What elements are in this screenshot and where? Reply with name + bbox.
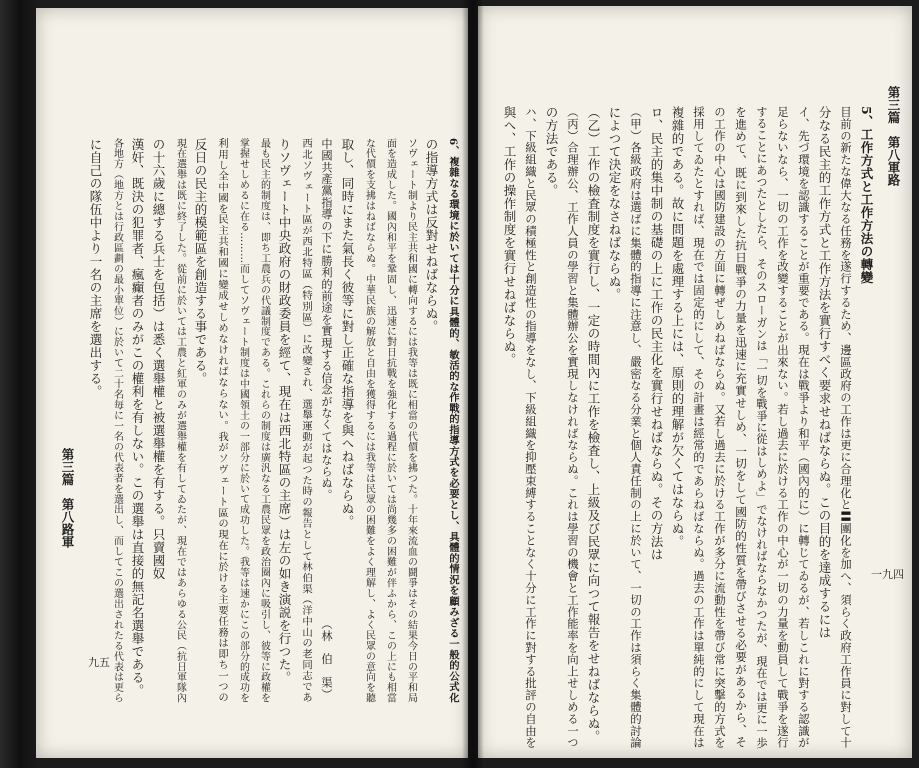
- text-column: 西北ソヴェート區が西北特區（特別區）に改變され、選舉運動が起つた時の報告として林伯渠（洋中山の老同志であ: [300, 138, 312, 703]
- text-column: 與へ、工作の操作制度を實行せねばならぬ。: [502, 106, 517, 366]
- text-column: することにあつたとしたら、そのスローガンは「一切を戰爭に從はしめよ」でなければならなかつたが、現在では更に一歩: [755, 106, 768, 749]
- text-column: の方法である。: [544, 106, 559, 197]
- page-number: 九五: [88, 656, 110, 669]
- right-page: [478, 6, 912, 758]
- book-gutter: [462, 0, 484, 768]
- text-column: 5、工作方式と工作方法の轉變: [859, 106, 874, 285]
- text-column: ハ、下級組織と民眾の積極性と創造性の指導をなし、下級組織を抑壓束縛することなく十分に工作に對する批評の自由を: [524, 106, 538, 749]
- text-column: ロ、民主的集中制の基礎の上に工作の民主化を實行せねばならぬ。その方法は: [649, 106, 664, 561]
- running-head: 第三篇 第八路軍: [60, 448, 75, 548]
- text-column: 採用してゐたとすれば、現在では固定的にして、その計畫は經常的であらねばならぬ。過去の工作は單純的にして現在は: [692, 106, 706, 749]
- text-column: （丙）合理辦公、工作人員の學習と集體辦公を實現しなければならぬ。これは學習の機會と工作能率を向上せしめる一つ: [566, 106, 580, 749]
- text-column: （乙）工作の檢査制度を實行し、一定の時間內に工作を檢査し、上級及び民眾に向つて報告をせねばならぬ。: [586, 106, 601, 743]
- text-column: を進めて、既に到來した抗日戰爭の力量を迅速に充實せしめ、一切をして國防的性質を帶びさせる必要があるから、そ: [734, 106, 748, 748]
- text-column: な代價を支拂はねばならぬ。中華民族の解放と自由を獲得するには我等は民眾の困難をよく理解し、よく民眾の意向を聽: [364, 138, 375, 704]
- text-column: りソヴェート中央政府の財政委員を經て、現在は西北特區の主席）は左の如き演説を行つた。: [277, 138, 292, 684]
- text-column: 掌握せしめるに在る………而してソヴェート制度は中國領土の一部分に於いて成功した。我等は速かにこの部分的成功を: [238, 138, 249, 704]
- running-head: 第三篇 第八軍路: [886, 86, 901, 186]
- text-column: によつて決定をなさねばならぬ。: [607, 106, 622, 301]
- text-column: 漢奸、既決の犯罪者、瘋癲者のみがこの權利を有しない。この選舉は直接的無記名選舉である。: [130, 138, 145, 697]
- text-column: の工作の中心は國防建設の方面に轉ぜしめねばならぬ。又若し過去に於ける工作が多分に流動性を帶び常に突擊的方式を: [713, 106, 727, 749]
- text-column: 反日の民主的模範區を創造する事である。: [193, 138, 208, 385]
- text-column: 足らないなら、一切の工作を改變することが出來ない。若し過去に於ける工作の中心が一切の力量を動員して戰爭を遂行: [776, 106, 790, 749]
- text-column: 複雜的である。故に問題を處理する上には、原則的理解が欠くてはならぬ。: [670, 106, 685, 548]
- text-column: の指導方式は反對せねばならぬ。: [424, 138, 439, 333]
- text-column: に自己の隊伍中より一名の主席を選出する。: [88, 138, 103, 398]
- text-column: ソヴェート制より民主共和國に轉向するには我等は既に相當の代價を拂つた。十年來流血の鬪爭はその結果今日の平和局: [406, 138, 417, 704]
- text-column: 利用し全中國を民主共和國に變成せしめなければならない。我がソヴェート區の現在に於ける主要任務は即ち一つの: [216, 138, 228, 703]
- left-page: [36, 8, 468, 758]
- text-column: 分なる民主的工作方式と工作方法を實行すべく要求せねばならぬ。この目的を達成するには: [817, 106, 832, 639]
- text-column: 最も民主的制度は、即ち工農兵の代議制度である。これらの制度は廣汎なる工農民眾を政治圈內に吸引し、彼等に政權を: [259, 138, 270, 704]
- text-column: 現在選舉は既に終了した。從前に於いては工農と紅軍のみが選舉權を有してゐたが、現在ではあらゆる公民（抗日軍隊內: [175, 138, 186, 704]
- text-column: 目前の新たな偉大なる任務を遂行するため、邊區政府の工作は更に合理化と〓團化を加へ、須らく政府工作員に對して十: [839, 106, 853, 749]
- text-column: 取し、同時にまた氣長く彼等に對し正確な指導を與へねばならぬ。: [340, 138, 355, 528]
- text-column: （甲）各級政府は選ばに集體的指導に注意し、嚴密なる分業と個人責任制の上に於いて、一切の工作は須らく集體的討論: [629, 106, 643, 749]
- text-column: の十六歲に總する兵士を包括）は悉く選舉權と被選舉權を有する。只賣國奴: [151, 138, 166, 580]
- text-column: 中國共產黨指導の下に勝利的前途を實現する信念がなくてはならぬ。 （林 伯 渠）: [320, 138, 333, 701]
- text-column: 6、複雜なる環境に於いては十分に具體的、敏活的な作戰的指導方式を必要とし、具體的情況を顧みざる一般的公式化: [447, 138, 459, 704]
- text-column: 各地方（地方とは行政區劃の最小單位）に於いて二十名毎に一名の代表者を選出し、而してこの選出されたる代表は更ら: [112, 138, 123, 704]
- text-column: イ、先づ環境を認識することが重要である。現在は戰爭より和平（國內的に）に轉じてゐるが、若しこれに對する認識が: [797, 106, 811, 749]
- text-column: 面を造成した。國內和平を鞏固し、迅速に對日抗戰を強化する過程に於いては尚幾多の困難が伴ふから、この上にも相當: [385, 138, 396, 704]
- page-number: 一九四: [871, 568, 904, 581]
